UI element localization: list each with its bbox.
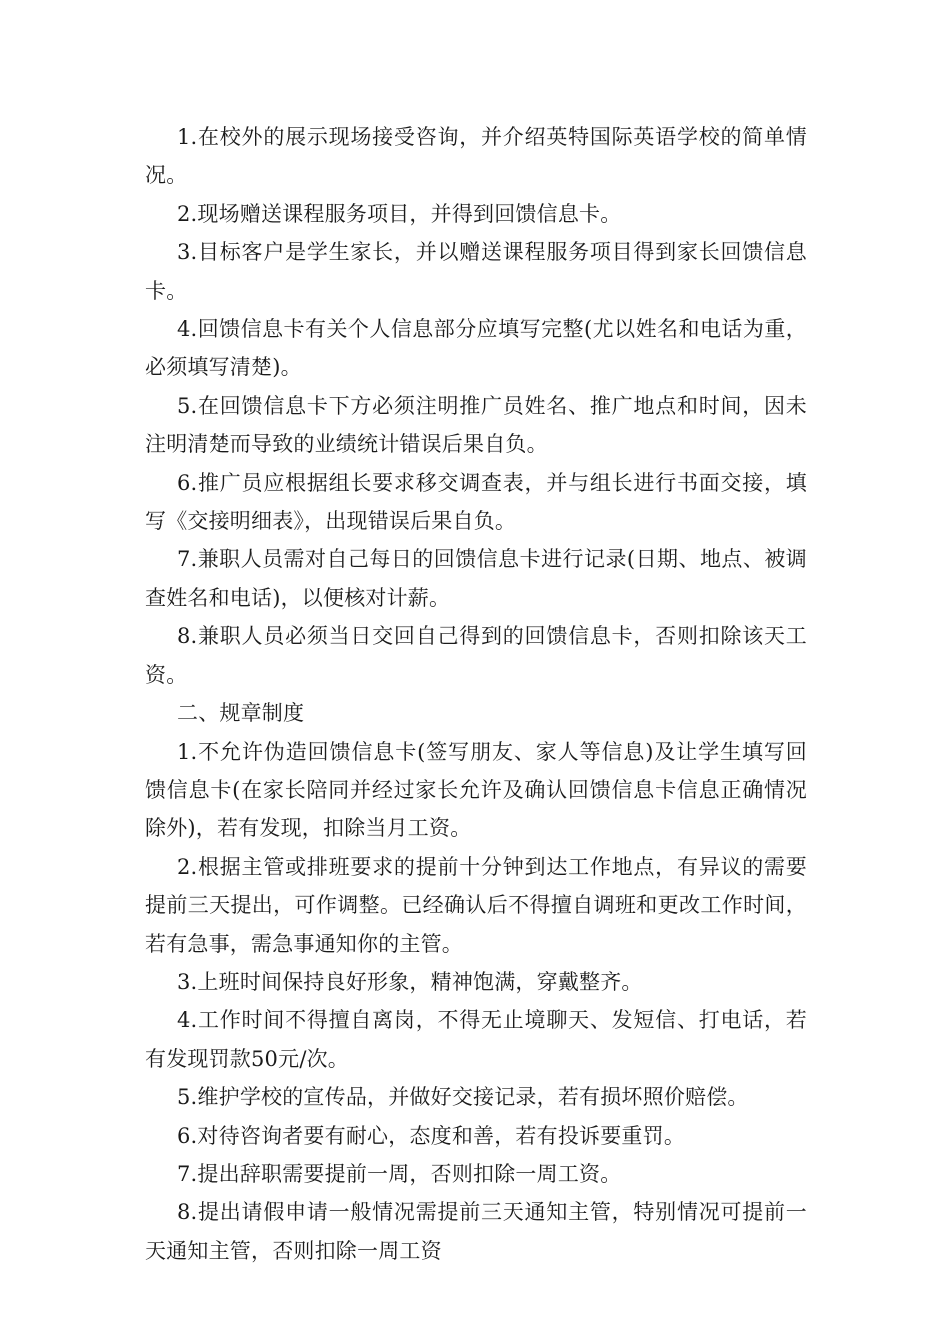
document-body — [145, 118, 807, 1270]
section1-item: 7.兼职人员需对自己每日的回馈信息卡进行记录(日期、地点、被调查姓名和电话)，以便核对计薪。 — [145, 547, 807, 610]
section2-item: 1.不允许伪造回馈信息卡(签写朋友、家人等信息)及让学生填写回馈信息卡(在家长陪同并经过家长允许及确认回馈信息卡信息正确情况除外)，若有发现，扣除当月工资。 — [145, 739, 807, 841]
section2-item: 8.提出请假申请一般情况需提前三天通知主管，特别情况可提前一天通知主管，否则扣除一周工资 — [145, 1200, 807, 1263]
section2-item: 5.维护学校的宣传品，并做好交接记录，若有损坏照价赔偿。 — [177, 1085, 749, 1110]
section2-item: 2.根据主管或排班要求的提前十分钟到达工作地点，有异议的需要提前三天提出，可作调整。已经确认后不得擅自调班和更改工作时间，若有急事，需急事通知你的主管。 — [145, 854, 807, 956]
section1-item: 6.推广员应根据组长要求移交调查表，并与组长进行书面交接，填写《交接明细表》，出现错误后果自负。 — [145, 470, 807, 534]
section2-item: 6.对待咨询者要有耐心，态度和善，若有投诉要重罚。 — [177, 1123, 686, 1148]
section2-item: 3.上班时间保持良好形象，精神饱满，穿戴整齐。 — [177, 969, 643, 994]
section1-item: 3.目标客户是学生家长，并以赠送课程服务项目得到家长回馈信息卡。 — [145, 240, 807, 303]
section2-item: 7.提出辞职需要提前一周，否则扣除一周工资。 — [177, 1161, 622, 1186]
section1-item: 5.在回馈信息卡下方必须注明推广员姓名、推广地点和时间，因未注明清楚而导致的业绩统计错误后果自负。 — [145, 393, 807, 457]
section1-item: 2.现场赠送课程服务项目，并得到回馈信息卡。 — [177, 201, 622, 226]
section1-item: 1.在校外的展示现场接受咨询，并介绍英特国际英语学校的简单情况。 — [145, 125, 807, 188]
section2-heading: 二、规章制度 — [177, 701, 305, 726]
section1-item: 8.兼职人员必须当日交回自己得到的回馈信息卡，否则扣除该天工资。 — [145, 624, 807, 687]
section1-item: 4.回馈信息卡有关个人信息部分应填写完整(尤以姓名和电话为重，必须填写清楚)。 — [145, 317, 807, 380]
section2-item: 4.工作时间不得擅自离岗，不得无止境聊天、发短信、打电话，若有发现罚款50元/次。 — [145, 1008, 807, 1071]
